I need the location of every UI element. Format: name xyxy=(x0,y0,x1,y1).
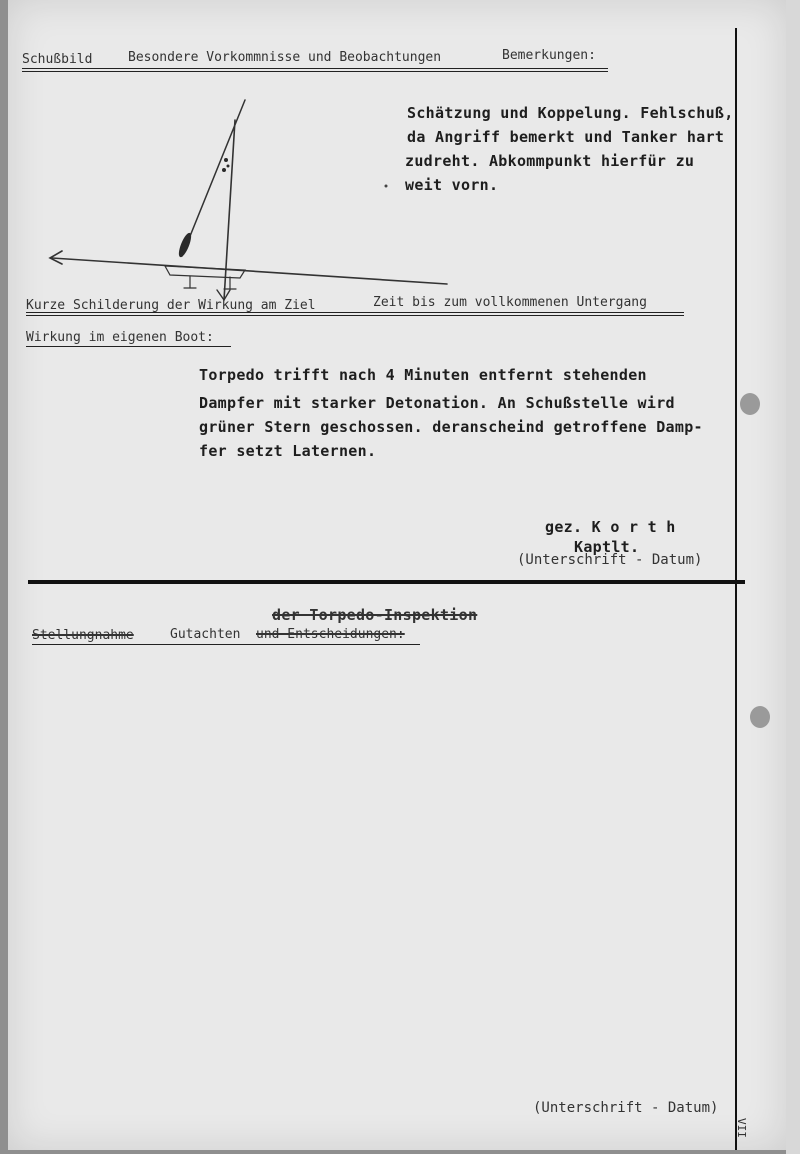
effect-line: Dampfer mit starker Detonation. An Schußstelle wird xyxy=(199,394,675,412)
side-mark: VII xyxy=(735,1118,748,1138)
remark-line: Schätzung und Koppelung. Fehlschuß, xyxy=(407,104,734,122)
section3-underline xyxy=(32,644,420,645)
effect-line: fer setzt Laternen. xyxy=(199,442,377,460)
decisions-struck: und Entscheidungen: xyxy=(256,627,405,642)
remark-line: da Angriff bemerkt und Tanker hart xyxy=(407,128,725,146)
section2-underline xyxy=(26,312,684,313)
header-schussbild: Schußbild xyxy=(22,52,93,67)
course-line xyxy=(52,258,447,284)
signature-name: gez. K o r t h xyxy=(545,518,676,536)
label-zeit-untergang: Zeit bis zum vollkommenen Untergang xyxy=(373,295,647,310)
statements-struck: Stellungnahme xyxy=(32,628,134,643)
effect-line: grüner Stern geschossen. deranscheind getroffene Damp- xyxy=(199,418,703,436)
remark-line: weit vorn. xyxy=(405,176,499,194)
inspection-struck: der Torpedo-Inspektion xyxy=(272,606,478,624)
label-wirkung-boot: Wirkung im eigenen Boot: xyxy=(26,330,214,345)
label-gutachten: Gutachten xyxy=(170,627,241,642)
label-kurze-schilderung: Kurze Schilderung der Wirkung am Ziel xyxy=(26,298,316,313)
effect-line: Torpedo trifft nach 4 Minuten entfernt stehenden xyxy=(199,366,647,384)
section-divider xyxy=(28,580,745,584)
ship-silhouette xyxy=(165,266,245,278)
footer-signature-caption: (Unterschrift - Datum) xyxy=(533,1100,719,1116)
wirkung-underline xyxy=(26,346,231,347)
torpedo-icon xyxy=(176,231,193,258)
header-bemerkungen: Bemerkungen: xyxy=(502,48,596,63)
signature-rank: Kaptlt. xyxy=(574,538,640,556)
remark-line: zudreht. Abkommpunkt hierfür zu xyxy=(405,152,695,170)
header-vorkommnisse: Besondere Vorkommnisse und Beobachtungen xyxy=(128,50,442,65)
section2-underline-2 xyxy=(26,315,684,316)
signature-caption: (Unterschrift - Datum) xyxy=(517,552,703,568)
